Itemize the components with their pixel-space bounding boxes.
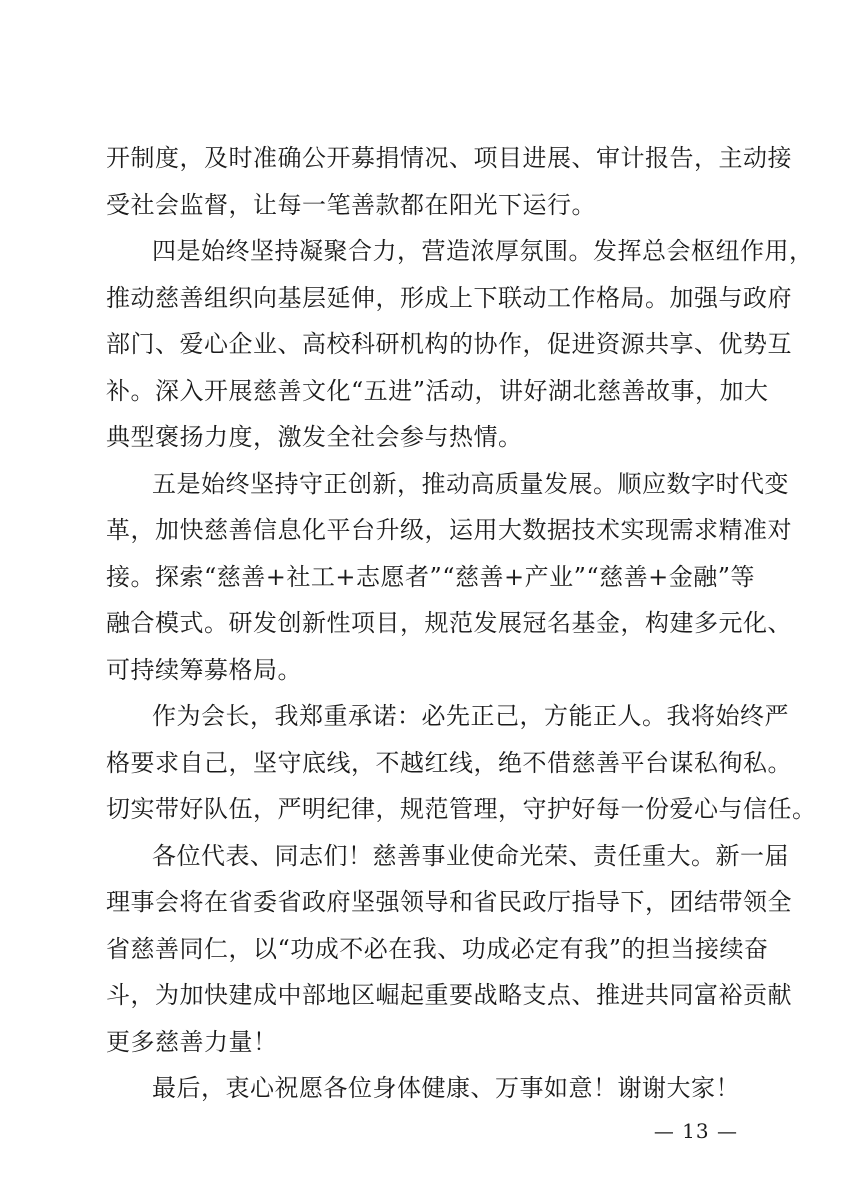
paragraph-start-line: 作为会长，我郑重承诺：必先正己，方能正人。我将始终严 (152, 702, 789, 730)
page-number: — 13 — (653, 1119, 738, 1143)
text-line: 接。探索“慈善+社工+志愿者”“慈善+产业”“慈善+金融”等 (106, 563, 756, 591)
paragraph-start-line: 最后，衷心祝愿各位身体健康、万事如意！谢谢大家！ (152, 1074, 740, 1102)
text-line: 融合模式。研发创新性项目，规范发展冠名基金，构建多元化、 (106, 609, 792, 637)
text-line: 省慈善同仁，以“功成不必在我、功成必定有我”的担当接续奋 (106, 935, 769, 963)
paragraph-start-line: 五是始终坚持守正创新，推动高质量发展。顺应数字时代变 (152, 470, 789, 498)
text-line: 典型褒扬力度，激发全社会参与热情。 (106, 423, 523, 451)
text-line: 斗，为加快建成中部地区崛起重要战略支点、推进共同富裕贡献 (106, 981, 792, 1009)
text-line: 切实带好队伍，严明纪律，规范管理，守护好每一份爱心与信任。 (106, 795, 817, 823)
paragraph-start-line: 各位代表、同志们！慈善事业使命光荣、责任重大。新一届 (152, 842, 789, 870)
text-line: 受社会监督，让每一笔善款都在阳光下运行。 (106, 191, 596, 219)
text-line: 开制度，及时准确公开募捐情况、项目进展、审计报告，主动接 (106, 144, 792, 172)
text-line: 格要求自己，坚守底线，不越红线，绝不借慈善平台谋私徇私。 (106, 749, 792, 777)
text-line: 部门、爱心企业、高校科研机构的协作，促进资源共享、优势互 (106, 330, 792, 358)
text-line: 补。深入开展慈善文化“五进”活动，讲好湖北慈善故事，加大 (106, 377, 769, 405)
text-line: 革，加快慈善信息化平台升级，运用大数据技术实现需求精准对 (106, 516, 792, 544)
text-line: 更多慈善力量！ (106, 1028, 278, 1056)
text-line: 推动慈善组织向基层延伸，形成上下联动工作格局。加强与政府 (106, 284, 792, 312)
paragraph-start-line: 四是始终坚持凝聚合力，营造浓厚氛围。发挥总会枢纽作用， (152, 237, 814, 265)
text-line: 可持续筹募格局。 (106, 656, 302, 684)
text-line: 理事会将在省委省政府坚强领导和省民政厅指导下，团结带领全 (106, 888, 792, 916)
